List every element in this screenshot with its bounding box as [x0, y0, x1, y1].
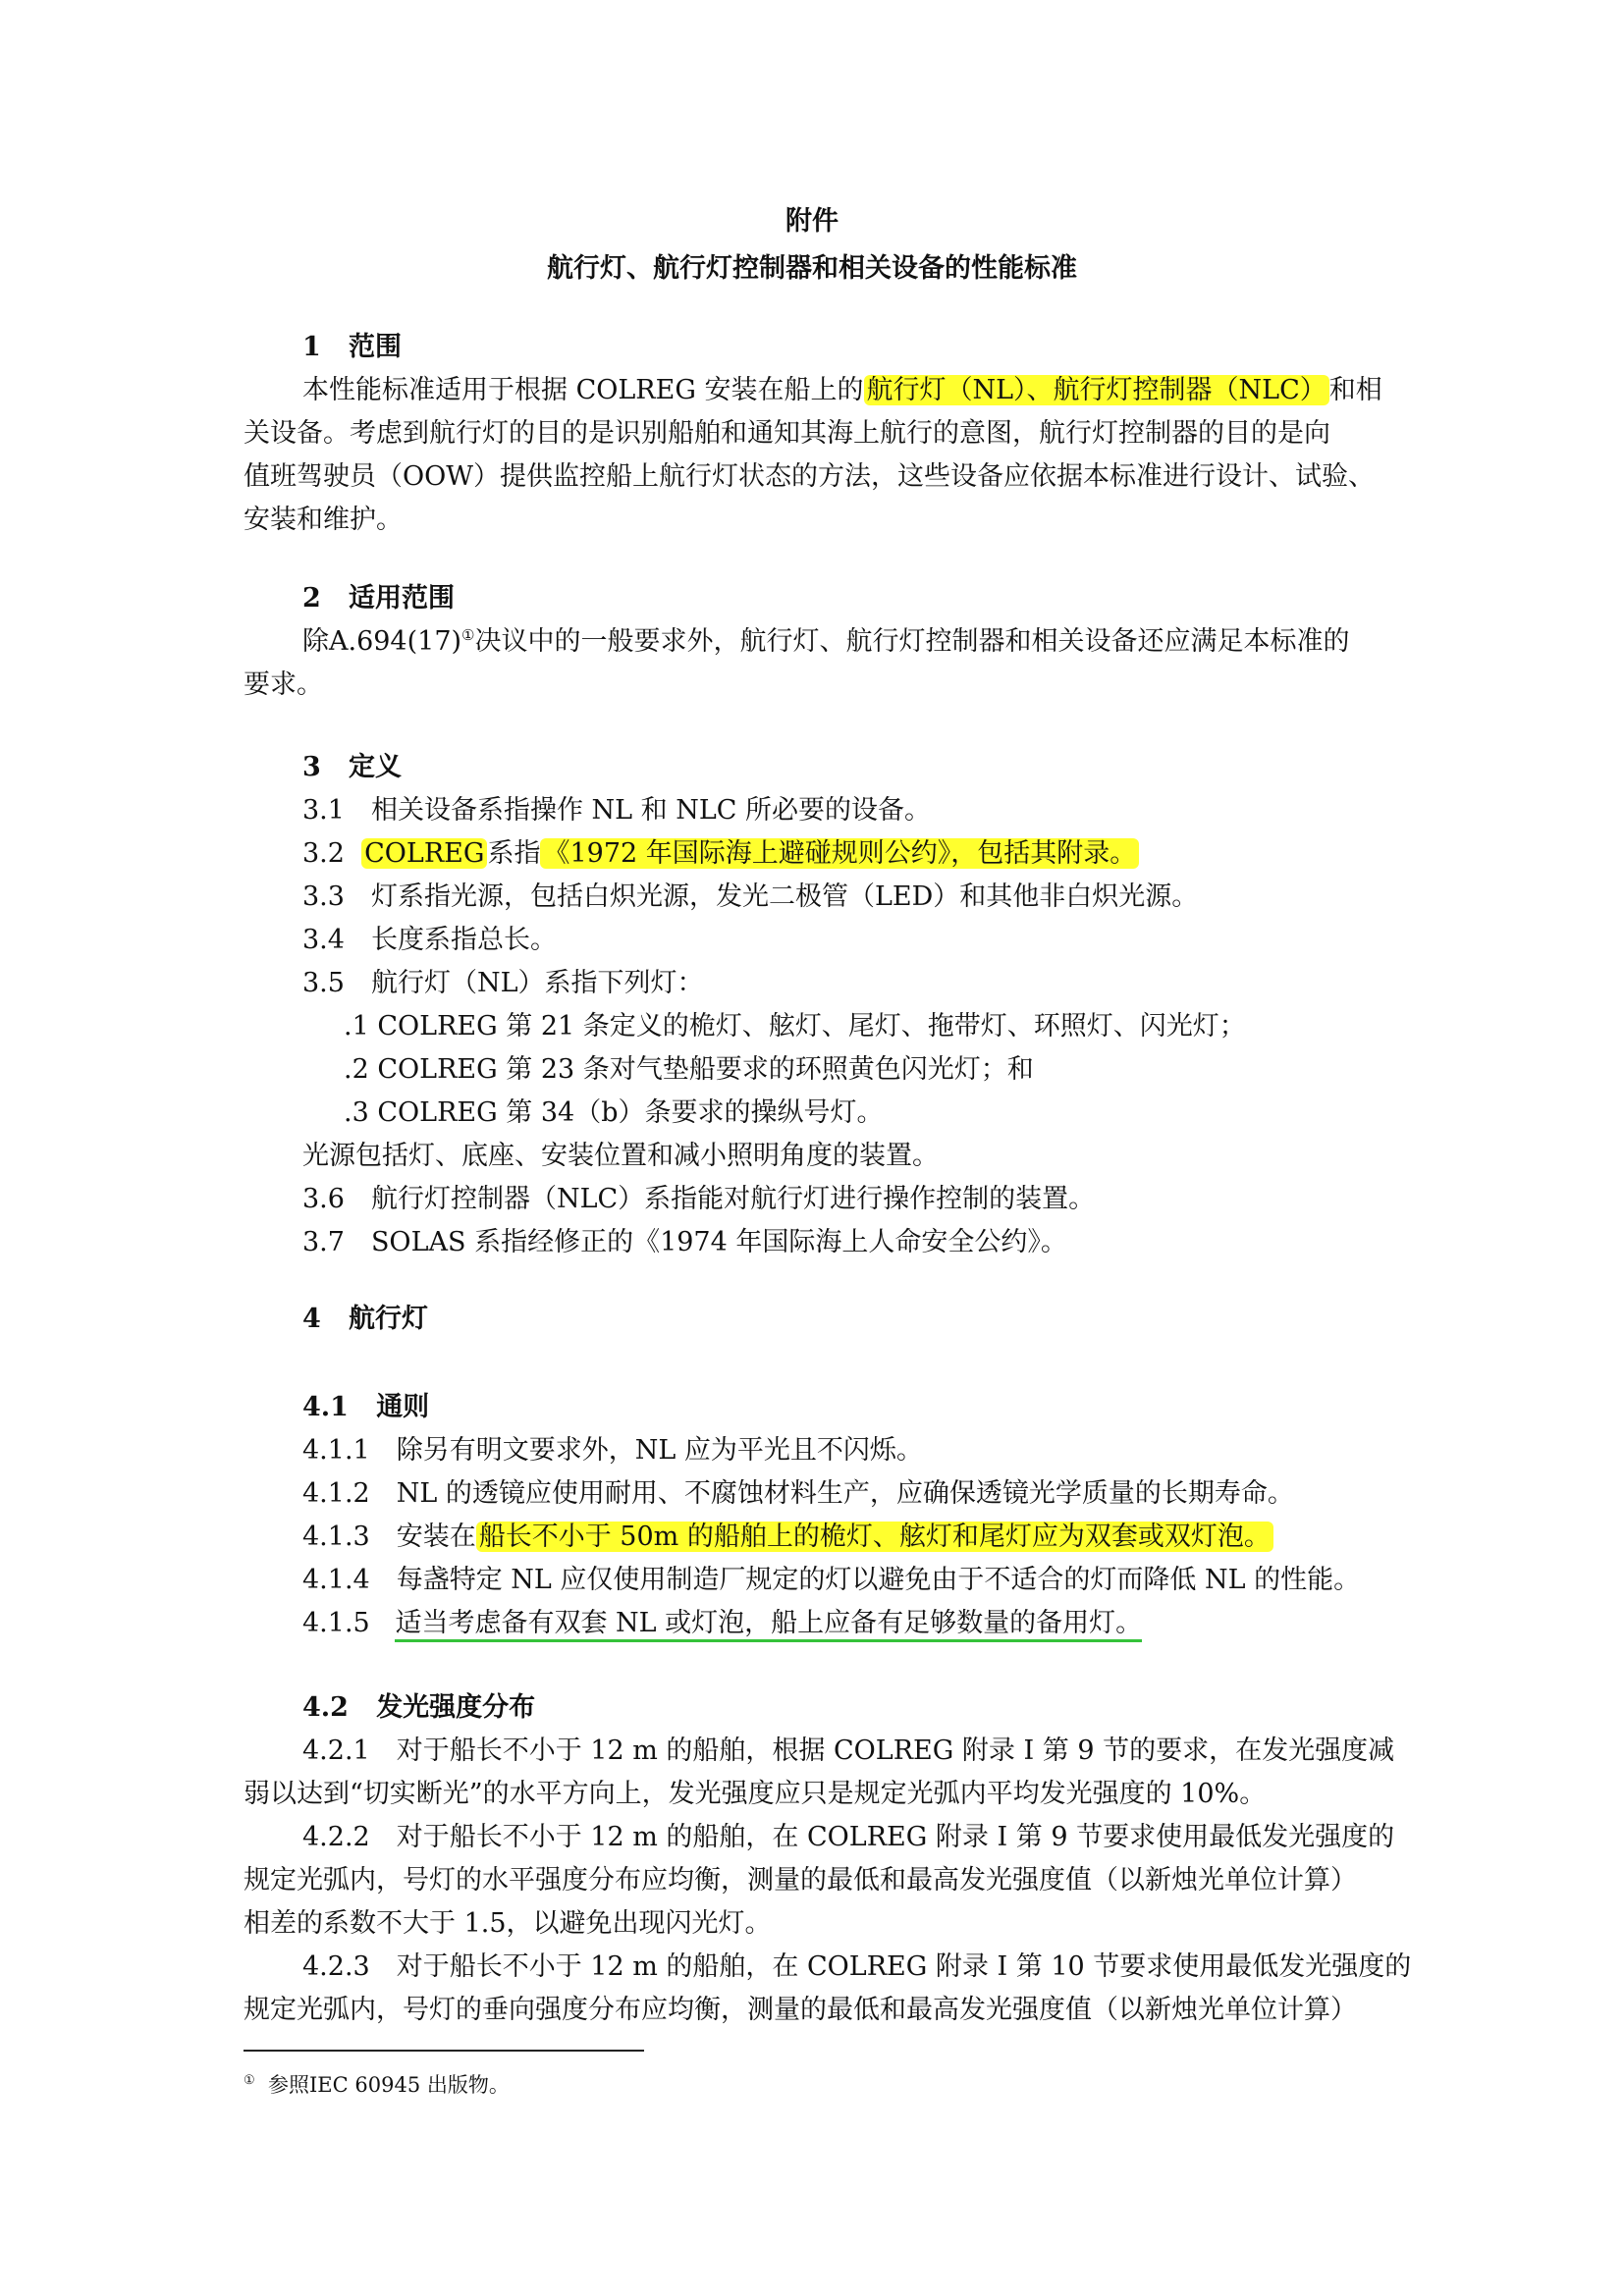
section-2-para-line-1	[302, 628, 1350, 655]
definition-3-2-text: 系指	[487, 838, 541, 869]
footnote	[244, 2069, 510, 2099]
footnote-separator	[244, 2050, 644, 2052]
subsection-4-2-title: 发光强度分布	[376, 1692, 536, 1723]
requirement-4-2-2-line-1: 4.2.2 对于船长不小于 12 m 的船舶，在 COLREG 附录 I 第 9 节要求使用最低发光强度的	[302, 1822, 1395, 1852]
requirement-4-1-3	[302, 1523, 1273, 1550]
section-2-text-a: 除A.694(17)	[302, 626, 462, 657]
requirement-4-2-1-line-2: 弱以达到“切实断光”的水平方向上，发光强度应只是规定光弧内平均发光强度的 10%。	[244, 1779, 1267, 1809]
section-3-heading	[302, 754, 402, 780]
document-title: 航行灯、航行灯控制器和相关设备的性能标准	[547, 253, 1077, 284]
requirement-4-1-2: 4.1.2 NL 的透镜应使用耐用、不腐蚀材料生产，应确保透镜光学质量的长期寿命。	[302, 1478, 1294, 1509]
section-1-title: 范围	[349, 332, 402, 362]
section-2-text-b: 决议中的一般要求外，航行灯、航行灯控制器和相关设备还应满足本标准的	[474, 626, 1350, 657]
highlight-colreg: COLREG	[361, 838, 487, 869]
section-2-number: 2	[302, 583, 321, 614]
definition-3-5-item-3: .3 COLREG 第 34（b）条要求的操纵号灯。	[344, 1097, 884, 1128]
subsection-4-1-heading	[302, 1394, 429, 1420]
requirement-4-1-3-text: 4.1.3 安装在	[302, 1522, 476, 1552]
definition-3-5-note: 光源包括灯、底座、安装位置和减小照明角度的装置。	[302, 1141, 939, 1171]
section-3-title: 定义	[349, 752, 402, 782]
section-1-text-b: 和相	[1328, 375, 1382, 405]
subsection-4-1-title: 通则	[376, 1392, 430, 1422]
section-4-number: 4	[302, 1304, 321, 1334]
definition-3-1: 3.1 相关设备系指操作 NL 和 NLC 所必要的设备。	[302, 795, 932, 826]
highlight-nl-nlc: 航行灯（NL）、航行灯控制器（NLC）	[864, 375, 1329, 405]
section-1-number: 1	[302, 332, 321, 362]
requirement-4-1-5	[302, 1610, 1142, 1636]
footnote-mark: ①	[244, 2073, 255, 2088]
requirement-4-1-5-number: 4.1.5	[302, 1608, 370, 1638]
definition-3-4: 3.4 长度系指总长。	[302, 925, 557, 955]
definition-3-5-item-1: .1 COLREG 第 21 条定义的桅灯、舷灯、尾灯、拖带灯、环照灯、闪光灯；	[344, 1011, 1246, 1041]
annex-label: 附件	[785, 206, 839, 237]
section-4-heading	[302, 1306, 428, 1332]
section-3-number: 3	[302, 752, 321, 782]
section-1-para-line-3: 值班驾驶员（OOW）提供监控船上航行灯状态的方法，这些设备应依据本标准进行设计、试验、	[244, 461, 1376, 492]
section-2-para-line-2: 要求。	[244, 669, 323, 700]
footnote-ref: ①	[461, 626, 475, 644]
footnote-text: 参照IEC 60945 出版物。	[268, 2073, 510, 2097]
section-1-heading	[302, 334, 402, 360]
section-1-para-line-4: 安装和维护。	[244, 505, 403, 535]
section-1-text-a: 本性能标准适用于根据 COLREG 安装在船上的	[302, 375, 864, 405]
section-4-title: 航行灯	[349, 1304, 428, 1334]
definition-3-5: 3.5 航行灯（NL）系指下列灯：	[302, 968, 704, 998]
requirement-4-1-1: 4.1.1 除另有明文要求外，NL 应为平光且不闪烁。	[302, 1435, 923, 1466]
requirement-4-2-2-line-2: 规定光弧内，号灯的水平强度分布应均衡，测量的最低和最高发光强度值（以新烛光单位计算）	[244, 1865, 1357, 1896]
subsection-4-1-number: 4.1	[302, 1392, 349, 1422]
subsection-4-2-number: 4.2	[302, 1692, 349, 1723]
definition-3-6: 3.6 航行灯控制器（NLC）系指能对航行灯进行操作控制的装置。	[302, 1184, 1096, 1214]
subsection-4-2-heading	[302, 1694, 535, 1721]
requirement-4-2-3-line-2: 规定光弧内，号灯的垂向强度分布应均衡，测量的最低和最高发光强度值（以新烛光单位计算）	[244, 1995, 1357, 2025]
requirement-4-1-4: 4.1.4 每盏特定 NL 应仅使用制造厂规定的灯以避免由于不适合的灯而降低 NL 的性能。	[302, 1565, 1361, 1595]
requirement-4-2-3-line-1: 4.2.3 对于船长不小于 12 m 的船舶，在 COLREG 附录 I 第 10 节要求使用最低发光强度的	[302, 1951, 1412, 1982]
requirement-4-2-2-line-3: 相差的系数不大于 1.5，以避免出现闪光灯。	[244, 1908, 772, 1939]
section-2-title: 适用范围	[349, 583, 455, 614]
highlight-double-lights: 船长不小于 50m 的船舶上的桅灯、舷灯和尾灯应为双套或双灯泡。	[476, 1522, 1273, 1552]
section-1-para-line-2: 关设备。考虑到航行灯的目的是识别船舶和通知其海上航行的意图，航行灯控制器的目的是向	[244, 418, 1330, 449]
definition-3-2	[302, 840, 1139, 867]
underlined-spare-lamps: 适当考虑备有双套 NL 或灯泡，船上应备有足够数量的备用灯。	[395, 1608, 1142, 1642]
section-2-heading	[302, 585, 455, 612]
requirement-4-2-1-line-1: 4.2.1 对于船长不小于 12 m 的船舶，根据 COLREG 附录 I 第 9 节的要求，在发光强度减	[302, 1735, 1395, 1766]
definition-3-5-item-2: .2 COLREG 第 23 条对气垫船要求的环照黄色闪光灯；和	[344, 1054, 1034, 1085]
definition-3-2-number: 3.2	[302, 838, 345, 869]
section-1-para-line-1	[302, 377, 1382, 403]
definition-3-3: 3.3 灯系指光源，包括白炽光源，发光二极管（LED）和其他非白炽光源。	[302, 881, 1199, 912]
highlight-colreg-definition: 《1972 年国际海上避碰规则公约》，包括其附录。	[540, 838, 1139, 869]
definition-3-7: 3.7 SOLAS 系指经修正的《1974 年国际海上人命安全公约》。	[302, 1227, 1067, 1257]
